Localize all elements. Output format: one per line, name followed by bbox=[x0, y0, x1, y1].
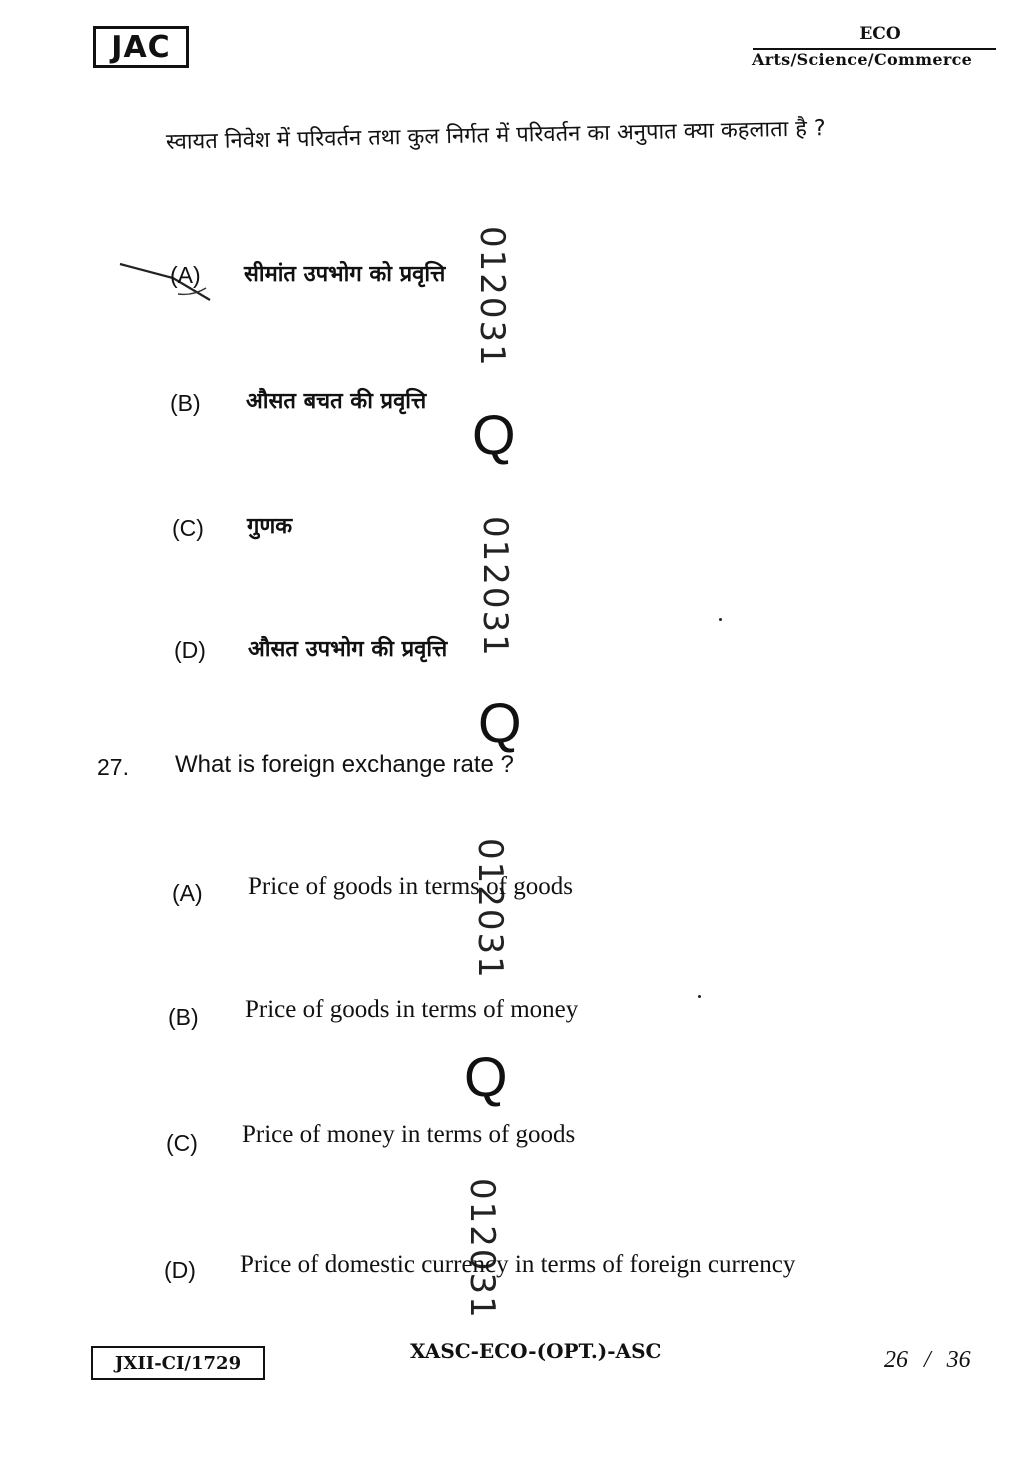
question-27-number: 27. bbox=[97, 754, 129, 780]
booklet-code-box bbox=[91, 1346, 265, 1380]
watermark-letter: Q bbox=[478, 691, 522, 754]
paper-code: XASC-ECO-(OPT.)-ASC bbox=[410, 1339, 662, 1363]
watermark-letter: Q bbox=[464, 1045, 508, 1108]
q26-option-a-text: सीमांत उपभोग को प्रवृत्ति bbox=[244, 262, 446, 287]
booklet-code: JXII-CI/1729 bbox=[114, 1352, 242, 1374]
scan-speck bbox=[698, 995, 701, 998]
q26-option-b-text: औसत बचत की प्रवृत्ति bbox=[246, 389, 427, 414]
q26-option-b-label: (B) bbox=[170, 390, 201, 416]
q27-option-d-text: Price of domestic currency in terms of foreign currency bbox=[240, 1251, 796, 1278]
board-name: JAC bbox=[111, 29, 171, 65]
q27-option-b-text: Price of goods in terms of money bbox=[245, 996, 579, 1023]
q26-option-c-label: (C) bbox=[172, 515, 204, 541]
current-page: 26 bbox=[884, 1347, 908, 1373]
q27-option-b-label: (B) bbox=[168, 1004, 199, 1030]
q27-option-a-text: Price of goods in terms of goods bbox=[248, 873, 573, 900]
watermark-code: 012031 bbox=[470, 838, 510, 980]
stream-label: Arts/Science/Commerce bbox=[752, 50, 973, 69]
board-logo-box bbox=[93, 26, 189, 68]
page-separator: / bbox=[924, 1347, 931, 1373]
q27-option-c-text: Price of money in terms of goods bbox=[242, 1121, 576, 1148]
q27-option-c-label: (C) bbox=[166, 1130, 198, 1156]
q26-option-a-label: (A) bbox=[170, 262, 201, 288]
watermark-code: 012031 bbox=[475, 516, 515, 658]
q26-option-d-label: (D) bbox=[174, 637, 206, 663]
q26-option-c-text: गुणक bbox=[247, 514, 293, 539]
question-27-text: What is foreign exchange rate ? bbox=[175, 751, 514, 778]
q27-option-d-label: (D) bbox=[164, 1257, 196, 1283]
answer-tick-mark bbox=[118, 258, 218, 306]
watermark-code: 012031 bbox=[472, 226, 512, 368]
page-number bbox=[884, 1347, 971, 1374]
total-pages: 36 bbox=[946, 1347, 971, 1373]
watermark-letter: Q bbox=[472, 403, 516, 466]
q26-option-d-text: औसत उपभोग की प्रवृत्ति bbox=[248, 637, 448, 662]
subject-code: ECO bbox=[859, 24, 901, 44]
scan-speck bbox=[719, 618, 722, 621]
watermark-code: 012031 bbox=[462, 1178, 502, 1320]
q27-option-a-label: (A) bbox=[172, 880, 203, 906]
question-26-text: स्वायत निवेश में परिवर्तन तथा कुल निर्गत में परिवर्तन का अनुपात क्या कहलाता है ? bbox=[165, 116, 826, 155]
